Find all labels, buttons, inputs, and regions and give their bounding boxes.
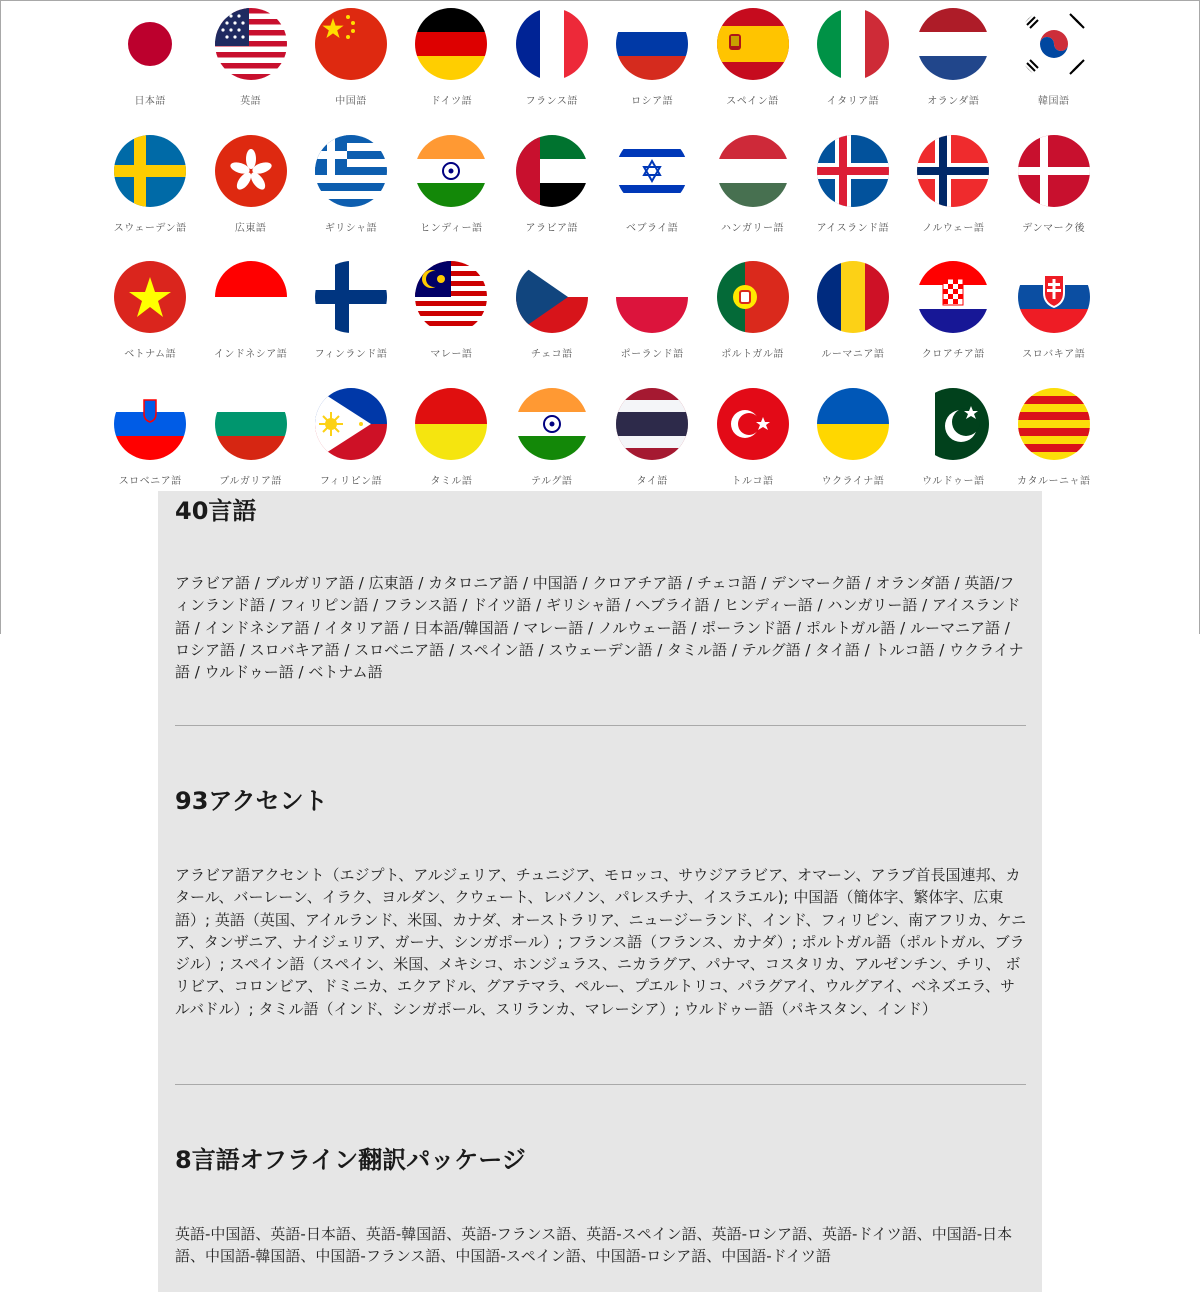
flag-item-urdu (903, 382, 1003, 509)
flag-label: クロアチア語 (921, 349, 985, 360)
accents-title: 93アクセント (175, 787, 328, 815)
flag-label: スペイン語 (726, 96, 779, 107)
flag-item-cantonese (200, 129, 300, 256)
flag-label: スウェーデン語 (113, 222, 187, 234)
flag-label: マレー語 (430, 349, 473, 360)
flag-label: トルコ語 (731, 475, 774, 487)
denmark-flag-icon (1018, 135, 1090, 207)
flag-item-swedish (100, 129, 200, 256)
languages-title: 40言語 (175, 497, 257, 525)
flag-item-korean (1004, 2, 1104, 129)
flag-label: 広東語 (234, 222, 267, 234)
flag-label: ウクライナ語 (821, 475, 885, 487)
flag-item-hebrew (602, 129, 702, 256)
hungary-flag-icon (717, 135, 789, 207)
israel-flag-icon (616, 135, 688, 207)
flag-item-bulgarian (200, 382, 300, 509)
russia-flag-icon (616, 8, 688, 80)
offline-packages-list: 英語-中国語、英語-日本語、英語-韓国語、英語-フランス語、英語-スペイン語、英語-ロシア語、英語-ドイツ語、中国語-日本語、中国語-韓国語、中国語-フランス語、中国語-スペイン語、中国語-ロシア語、中国語-ドイツ語 (175, 1225, 1013, 1266)
flag-label: ノルウェー語 (922, 222, 985, 234)
czech-flag-icon (516, 261, 588, 333)
flag-label: オランダ語 (927, 96, 980, 107)
flag-label: ベブライ語 (626, 222, 679, 234)
flag-item-arabic (502, 129, 602, 256)
flag-label: インドネシア語 (213, 349, 288, 360)
france-flag-icon (516, 8, 588, 80)
flag-label: 日本語 (134, 96, 166, 107)
spec-panel (158, 491, 1042, 1292)
flag-label: スロバキア語 (1022, 349, 1086, 360)
catalonia-flag-icon (1018, 388, 1090, 460)
norway-flag-icon (917, 135, 989, 207)
flag-item-chinese (301, 2, 401, 129)
flag-item-slovak (1004, 255, 1104, 382)
flag-label: アイスランド語 (816, 222, 890, 234)
flag-label: ポルトガル語 (721, 349, 784, 360)
vietnam-flag-icon (114, 261, 186, 333)
ukraine-flag-icon (817, 388, 889, 460)
portugal-flag-icon (717, 261, 789, 333)
china-flag-icon (315, 8, 387, 80)
flag-item-turkish (702, 382, 802, 509)
slovenia-flag-icon (114, 388, 186, 460)
romania-flag-icon (817, 261, 889, 333)
flag-item-dutch (903, 2, 1003, 129)
spain-flag-icon (717, 8, 789, 80)
flag-label: 英語 (240, 96, 262, 107)
flag-label: タミル語 (430, 475, 473, 487)
flag-item-filipino (301, 382, 401, 509)
flag-item-finnish (301, 255, 401, 382)
flag-item-portuguese (702, 255, 802, 382)
japan-flag-icon (114, 8, 186, 80)
flag-item-hindi (401, 129, 501, 256)
flag-item-vietnamese (100, 255, 200, 382)
flag-item-tamil (401, 382, 501, 509)
flag-item-german (401, 2, 501, 129)
flag-label: 韓国語 (1037, 96, 1070, 107)
usa-flag-icon (215, 8, 287, 80)
malaysia-flag-icon (415, 261, 487, 333)
flag-item-norwegian (903, 129, 1003, 256)
slovakia-flag-icon (1018, 261, 1090, 333)
flag-item-danish (1004, 129, 1104, 256)
flag-label: ウルドゥー語 (922, 475, 985, 487)
flag-item-malay (401, 255, 501, 382)
flag-item-english (200, 2, 300, 129)
flag-label: カタルーニャ語 (1016, 475, 1091, 487)
section-divider (175, 725, 1026, 726)
pakistan-flag-icon (917, 388, 989, 460)
flag-item-hungarian (702, 129, 802, 256)
sweden-flag-icon (114, 135, 186, 207)
flag-label: ブルガリア語 (219, 475, 282, 487)
flag-item-ukrainian (803, 382, 903, 509)
flag-item-thai (602, 382, 702, 509)
flag-item-french (502, 2, 602, 129)
flag-item-catalan (1004, 382, 1104, 509)
flag-label: タイ語 (636, 475, 668, 487)
flag-label: ハンガリー語 (721, 222, 785, 234)
flag-grid (100, 2, 1104, 508)
flag-item-croatian (903, 255, 1003, 382)
flag-label: フィンランド語 (314, 349, 388, 360)
philippines-flag-icon (315, 388, 387, 460)
hongkong-flag-icon (215, 135, 287, 207)
flag-label: デンマーク後 (1022, 222, 1086, 234)
thailand-flag-icon (616, 388, 688, 460)
flag-label: フランス語 (525, 96, 578, 107)
flag-item-polish (602, 255, 702, 382)
india-flag-icon (415, 135, 487, 207)
turkey-flag-icon (717, 388, 789, 460)
italy-flag-icon (817, 8, 889, 80)
finland-flag-icon (315, 261, 387, 333)
flag-label: アラビア語 (525, 222, 578, 234)
india-flag-icon (516, 388, 588, 460)
flag-label: ロシア語 (631, 96, 674, 107)
croatia-flag-icon (917, 261, 989, 333)
poland-flag-icon (616, 261, 688, 333)
flag-item-romanian (803, 255, 903, 382)
flag-item-greek (301, 129, 401, 256)
germany-flag-icon (415, 8, 487, 80)
flag-label: 中国語 (335, 96, 367, 107)
indonesia-flag-icon (215, 261, 287, 333)
flag-label: フィリピン語 (319, 475, 383, 487)
flag-item-icelandic (803, 129, 903, 256)
accents-list: アラビア語アクセント（エジプト、アルジェリア、チュニジア、モロッコ、サウジアラビア、オマーン、アラブ首長国連邦、カタール、バーレーン、イラク、ヨルダン、クウェート、レバノン、パレスチナ、イスラエル); 中国語（簡体字、繁体字、広東語）; 英語（英国、アイルランド、米国、カナダ、オーストラリア、ニュージーランド、インド、フィリピン、南アフリカ、ケニア、タンザニア、ナイジェリア、ガーナ、シンガポール）; フランス語（フランス、カナダ）; ポルトガル語（ポルトガル、ブラジル）; スペイン語（スペイン、米国、メキシコ、ホンジュラス、ニカラグア、パナマ、コスタリカ、アルゼンチン、チリ、 ボリビア、コロンビア、ドミニカ、エクアドル、グアテマラ、ペルー、プエルトリコ、パラグアイ、ウルグアイ、ベネズエラ、サルバドル）; タミル語（インド、シンガポール、スリランカ、マレーシア）; ウルドゥー語（パキスタン、インド） (175, 866, 1027, 1018)
greece-flag-icon (315, 135, 387, 207)
flag-label: ドイツ語 (430, 96, 473, 107)
flag-item-russian (602, 2, 702, 129)
korea-flag-icon (1018, 8, 1090, 80)
flag-label: ルーマニア語 (821, 349, 885, 360)
flag-item-spanish (702, 2, 802, 129)
flag-label: チェコ語 (530, 349, 573, 360)
flag-label: テルグ語 (531, 475, 573, 487)
flag-label: ギリシャ語 (324, 222, 378, 234)
flag-item-indonesian (200, 255, 300, 382)
flag-label: ベトナム語 (124, 349, 177, 360)
bulgaria-flag-icon (215, 388, 287, 460)
flag-item-japanese (100, 2, 200, 129)
tamil-flag-icon (415, 388, 487, 460)
netherlands-flag-icon (917, 8, 989, 80)
flag-label: イタリア語 (826, 96, 880, 107)
section-divider (175, 1084, 1026, 1085)
flag-label: ヒンディー語 (420, 222, 483, 234)
flag-item-telugu (502, 382, 602, 509)
flag-item-czech (502, 255, 602, 382)
offline-packages-title: 8言語オフライン翻訳パッケージ (175, 1146, 526, 1174)
flag-label: ポーランド語 (620, 349, 684, 360)
flag-item-slovenian (100, 382, 200, 509)
uae-flag-icon (516, 135, 588, 207)
iceland-flag-icon (817, 135, 889, 207)
flag-item-italian (803, 2, 903, 129)
flag-label: スロベニア語 (118, 475, 182, 487)
languages-list: アラビア語 / ブルガリア語 / 広東語 / カタロニア語 / 中国語 / クロアチア語 / チェコ語 / デンマーク語 / オランダ語 / 英語/フィンランド語 / フィリピン語 / フランス語 / ドイツ語 / ギリシャ語 / ヘブライ語 / ヒンディー語 / ハンガリー語 / アイスランド語 / インドネシア語 / イタリア語 / 日本語/韓国語 / マレー語 / ノルウェー語 / ポーランド語 / ポルトガル語 / ルーマニア語 / ロシア語 / スロバキア語 / スロベニア語 / スペイン語 / スウェーデン語 / タミル語 / テルグ語 / タイ語 / トルコ語 / ウクライナ語 / ウルドゥー語 / ベトナム語 (175, 574, 1024, 682)
